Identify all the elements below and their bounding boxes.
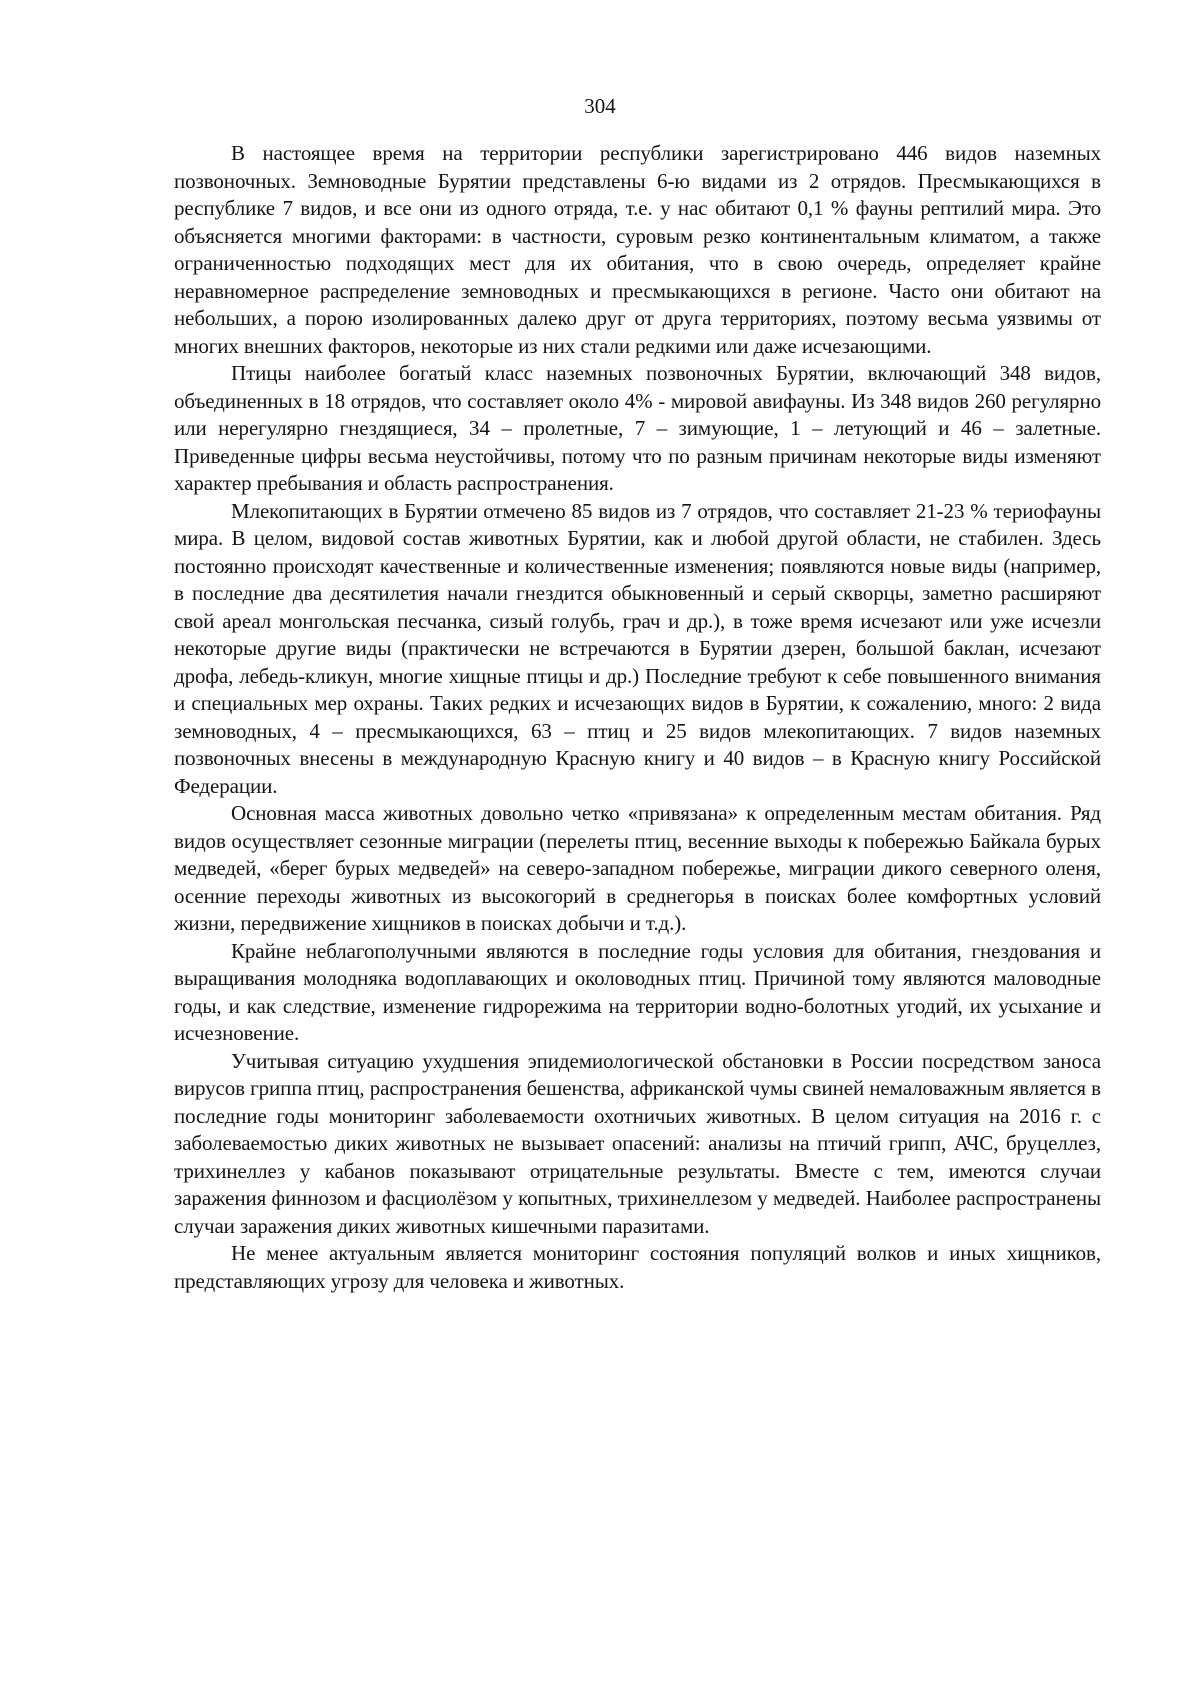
body-text [174, 140, 1101, 1295]
paragraph-birds: Птицы наиболее богатый класс наземных позвоночных Бурятии, включающий 348 видов, объединенных в 18 отрядов, что составляет около 4% - мировой авифауны. Из 348 видов 260 регулярно или нерегулярно гнездящиеся, 34 – пролетные, 7 – зимующие, 1 – летующий и 46 – залетные. Приведенные цифры весьма неустойчивы, потому что по разным причинам некоторые виды изменяют характер пребывания и область распространения. [174, 361, 1101, 495]
paragraph-predator-monitoring: Не менее актуальным является мониторинг состояния популяций волков и иных хищников, представляющих угрозу для человека и животных. [174, 1241, 1101, 1293]
page-number: 304 [584, 94, 616, 118]
paragraph-disease-monitoring: Учитывая ситуацию ухудшения эпидемиологической обстановки в России посредством заноса вирусов гриппа птиц, распространения бешенства, африканской чумы свиней немаловажным является в последние годы мониторинг заболеваемости охотничьих животных. В целом ситуация на 2016 г. с заболеваемостью диких животных не вызывает опасений: анализы на птичий грипп, АЧС, бруцеллез, трихинеллез у кабанов показывают отрицательные результаты. Вместе с тем, имеются случаи заражения финнозом и фасциолёзом у копытных, трихинеллезом у медведей. Наиболее распространены случаи заражения диких животных кишечными паразитами. [174, 1048, 1101, 1238]
paragraph-migrations: Основная масса животных довольно четко «привязана» к определенным местам обитания. Ряд видов осуществляет сезонные миграции (перелеты птиц, весенние выходы к побережью Байкала бурых медведей, «берег бурых медведей» на северо-западном побережье, миграции дикого северного оленя, осенние переходы животных из высокогорий в среднегорья в поисках более комфортных условий жизни, передвижение хищников в поисках добычи и т.д.). [174, 801, 1101, 935]
paragraph-amphibians-reptiles: В настоящее время на территории республики зарегистрировано 446 видов наземных позвоночных. Земноводные Бурятии представлены 6-ю видами из 2 отрядов. Пресмыкающихся в республике 7 видов, и все они из одного отряда, т.е. у нас обитают 0,1 % фауны рептилий мира. Это объясняется многими факторами: в частности, суровым резко континентальным климатом, а также ограниченностью подходящих мест для их обитания, что в свою очередь, определяет крайне неравномерное распределение земноводных и пресмыкающихся в регионе. Часто они обитают на небольших, а порою изолированных далеко друг от друга территориях, поэтому весьма уязвимы от многих внешних факторов, некоторые из них стали редкими или даже исчезающими. [174, 141, 1101, 358]
paragraph-mammals: Млекопитающих в Бурятии отмечено 85 видов из 7 отрядов, что составляет 21-23 % териофауны мира. В целом, видовой состав животных Бурятии, как и любой другой области, не стабилен. Здесь постоянно происходят качественные и количественные изменения; появляются новые виды (например, в последние два десятилетия начали гнездится обыкновенный и серый скворцы, заметно расширяют свой ареал монгольская песчанка, сизый голубь, грач и др.), в тоже время исчезают или уже исчезли некоторые другие виды (практически не встречаются в Бурятии дзерен, большой баклан, исчезают дрофа, лебедь-кликун, многие хищные птицы и др.) Последние требуют к себе повышенного внимания и специальных мер охраны. Таких редких и исчезающих видов в Бурятии, к сожалению, много: 2 вида земноводных, 4 – пресмыкающихся, 63 – птиц и 25 видов млекопитающих. 7 видов наземных позвоночных внесены в международную Красную книгу и 40 видов – в Красную книгу Российской Федерации. [174, 498, 1101, 798]
paragraph-waterfowl: Крайне неблагополучными являются в последние годы условия для обитания, гнездования и выращивания молодняка водоплавающих и околоводных птиц. Причиной тому являются маловодные годы, и как следствие, изменение гидрорежима на территории водно-болотных угодий, их усыхание и исчезновение. [174, 938, 1101, 1045]
